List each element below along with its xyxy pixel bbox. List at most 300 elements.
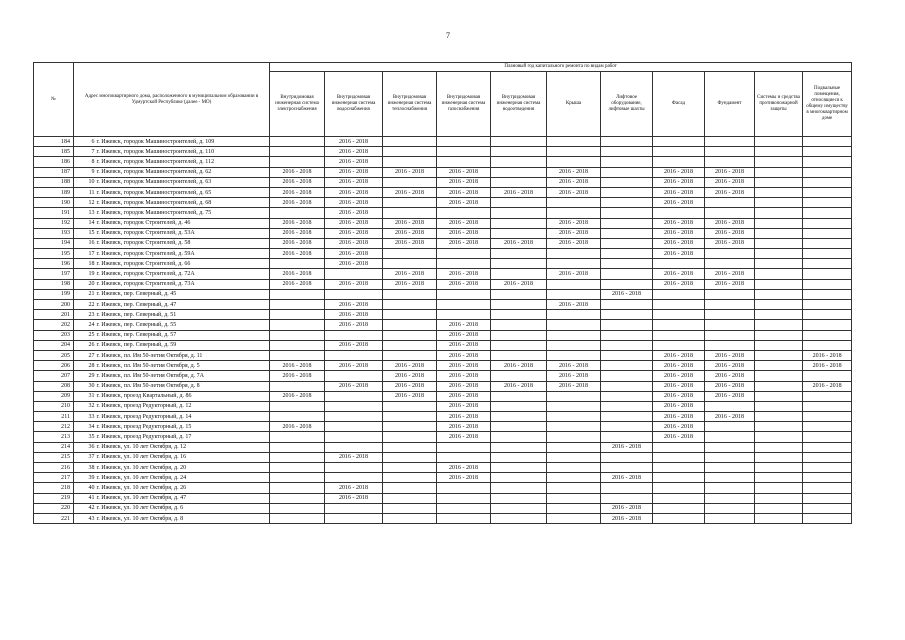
plan-year-cell xyxy=(491,289,547,299)
plan-year-cell: 2016 - 2018 xyxy=(653,249,705,259)
plan-year-cell: 2016 - 2018 xyxy=(437,330,491,340)
table-row xyxy=(34,208,852,218)
address-column-header: Адрес многоквартирного дома, расположенного в муниципальном образовании в Удмуртской Республике (далее - МО) xyxy=(74,63,270,137)
plan-year-cell xyxy=(601,177,653,187)
plan-year-cell: 2016 - 2018 xyxy=(437,218,491,228)
plan-year-cell: 2016 - 2018 xyxy=(325,198,383,208)
plan-year-cell: 2016 - 2018 xyxy=(325,157,383,167)
work-type-column-header: Системы и средства противопожарной защиты xyxy=(755,72,803,137)
plan-year-cell: 2016 - 2018 xyxy=(437,177,491,187)
plan-year-cell xyxy=(803,249,852,259)
plan-year-cell xyxy=(491,340,547,350)
row-number: 192 xyxy=(34,218,74,228)
plan-year-cell xyxy=(755,310,803,320)
plan-year-cell: 2016 - 2018 xyxy=(437,412,491,422)
row-address: г. Ижевск, пл. Им 50-летия Октября, д. 7А xyxy=(96,371,270,381)
plan-year-cell: 2016 - 2018 xyxy=(437,371,491,381)
row-address: г. Ижевск, городок Строителей, д. 66 xyxy=(96,259,270,269)
plan-year-cell: 2016 - 2018 xyxy=(491,361,547,371)
row-number: 187 xyxy=(34,167,74,177)
plan-year-cell xyxy=(491,320,547,330)
plan-year-cell: 2016 - 2018 xyxy=(601,289,653,299)
plan-year-cell xyxy=(270,442,325,452)
plan-year-cell: 2016 - 2018 xyxy=(705,361,755,371)
plan-year-cell xyxy=(601,391,653,401)
plan-year-cell xyxy=(491,463,547,473)
plan-year-cell: 2016 - 2018 xyxy=(437,401,491,411)
plan-year-header: Плановый год капитального ремонта по видам работ xyxy=(270,63,852,72)
plan-year-cell: 2016 - 2018 xyxy=(437,198,491,208)
plan-year-cell xyxy=(270,432,325,442)
table-row xyxy=(34,249,852,259)
plan-year-cell xyxy=(547,513,601,523)
row-number: 202 xyxy=(34,320,74,330)
plan-year-cell: 2016 - 2018 xyxy=(653,412,705,422)
row-number: 186 xyxy=(34,157,74,167)
row-sub-number: 8 xyxy=(74,157,96,167)
work-type-column-header: Лифтовое оборудование, лифтовые шахты xyxy=(601,72,653,137)
plan-year-cell xyxy=(755,177,803,187)
plan-year-cell xyxy=(601,412,653,422)
plan-year-cell: 2016 - 2018 xyxy=(547,381,601,391)
plan-year-cell xyxy=(437,259,491,269)
plan-year-cell xyxy=(325,513,383,523)
row-number: 208 xyxy=(34,381,74,391)
plan-year-cell: 2016 - 2018 xyxy=(705,371,755,381)
plan-year-cell xyxy=(325,330,383,340)
row-address: г. Ижевск, городок Строителей, д. 58 xyxy=(96,238,270,248)
plan-year-cell xyxy=(601,269,653,279)
plan-year-cell xyxy=(653,147,705,157)
plan-year-cell xyxy=(491,137,547,147)
plan-year-cell xyxy=(437,157,491,167)
table-row xyxy=(34,463,852,473)
plan-year-cell xyxy=(491,300,547,310)
plan-year-cell xyxy=(601,320,653,330)
plan-year-cell xyxy=(547,157,601,167)
plan-year-cell xyxy=(601,330,653,340)
plan-year-cell xyxy=(803,483,852,493)
plan-year-cell xyxy=(491,167,547,177)
table-row xyxy=(34,157,852,167)
row-sub-number: 7 xyxy=(74,147,96,157)
plan-year-cell: 2016 - 2018 xyxy=(705,412,755,422)
row-address: г. Ижевск, городок Машиностроителей, д. 62 xyxy=(96,167,270,177)
row-sub-number: 18 xyxy=(74,259,96,269)
plan-year-cell: 2016 - 2018 xyxy=(270,269,325,279)
plan-year-cell xyxy=(653,137,705,147)
row-sub-number: 31 xyxy=(74,391,96,401)
table-row xyxy=(34,279,852,289)
plan-year-cell xyxy=(383,412,437,422)
plan-year-cell: 2016 - 2018 xyxy=(383,167,437,177)
plan-year-cell: 2016 - 2018 xyxy=(437,269,491,279)
plan-year-cell: 2016 - 2018 xyxy=(803,381,852,391)
plan-year-cell: 2016 - 2018 xyxy=(653,177,705,187)
plan-year-cell xyxy=(803,137,852,147)
plan-year-cell: 2016 - 2018 xyxy=(653,371,705,381)
plan-year-cell xyxy=(653,493,705,503)
plan-year-cell xyxy=(755,391,803,401)
plan-year-cell xyxy=(653,483,705,493)
plan-year-cell xyxy=(653,320,705,330)
plan-year-cell: 2016 - 2018 xyxy=(270,422,325,432)
plan-year-cell xyxy=(491,371,547,381)
plan-year-cell: 2016 - 2018 xyxy=(547,361,601,371)
plan-year-cell: 2016 - 2018 xyxy=(437,422,491,432)
row-number: 197 xyxy=(34,269,74,279)
plan-year-cell xyxy=(803,147,852,157)
plan-year-cell xyxy=(491,198,547,208)
plan-year-cell xyxy=(325,401,383,411)
plan-year-cell xyxy=(755,279,803,289)
plan-year-cell xyxy=(437,452,491,462)
table-row xyxy=(34,137,852,147)
plan-year-cell xyxy=(601,279,653,289)
table-row xyxy=(34,310,852,320)
plan-year-cell xyxy=(755,503,803,513)
plan-year-cell xyxy=(383,320,437,330)
plan-year-cell xyxy=(491,401,547,411)
plan-year-cell xyxy=(803,259,852,269)
plan-year-cell: 2016 - 2018 xyxy=(437,238,491,248)
plan-year-cell xyxy=(383,147,437,157)
table-row xyxy=(34,422,852,432)
row-sub-number: 27 xyxy=(74,350,96,360)
plan-year-cell: 2016 - 2018 xyxy=(325,493,383,503)
row-sub-number: 6 xyxy=(74,137,96,147)
plan-year-cell xyxy=(803,493,852,503)
row-address: г. Ижевск, пер. Северный, д. 51 xyxy=(96,310,270,320)
plan-year-cell xyxy=(601,228,653,238)
table-row xyxy=(34,340,852,350)
plan-year-cell: 2016 - 2018 xyxy=(437,187,491,197)
plan-year-cell xyxy=(653,463,705,473)
plan-year-cell xyxy=(325,412,383,422)
plan-year-cell xyxy=(803,198,852,208)
plan-year-cell xyxy=(601,147,653,157)
plan-year-cell: 2016 - 2018 xyxy=(653,198,705,208)
row-sub-number: 23 xyxy=(74,310,96,320)
plan-year-cell xyxy=(803,371,852,381)
plan-year-cell xyxy=(547,320,601,330)
plan-year-cell xyxy=(705,249,755,259)
plan-year-cell xyxy=(755,452,803,462)
number-column-header: № xyxy=(34,63,74,137)
row-address: г. Ижевск, ул. 10 лет Октября, д. 8 xyxy=(96,513,270,523)
plan-year-cell xyxy=(705,208,755,218)
row-number: 199 xyxy=(34,289,74,299)
plan-year-cell xyxy=(803,187,852,197)
plan-year-cell xyxy=(705,340,755,350)
row-address: г. Ижевск, пер. Северный, д. 55 xyxy=(96,320,270,330)
plan-year-cell: 2016 - 2018 xyxy=(653,422,705,432)
plan-year-cell xyxy=(803,422,852,432)
table-row xyxy=(34,503,852,513)
plan-year-cell xyxy=(803,300,852,310)
plan-year-cell: 2016 - 2018 xyxy=(325,208,383,218)
plan-year-cell xyxy=(270,320,325,330)
table-row xyxy=(34,452,852,462)
plan-year-cell xyxy=(601,249,653,259)
row-sub-number: 17 xyxy=(74,249,96,259)
plan-year-cell: 2016 - 2018 xyxy=(325,452,383,462)
table-row xyxy=(34,513,852,523)
row-sub-number: 26 xyxy=(74,340,96,350)
plan-year-cell xyxy=(383,310,437,320)
row-sub-number: 28 xyxy=(74,361,96,371)
row-sub-number: 11 xyxy=(74,187,96,197)
table-row xyxy=(34,289,852,299)
row-sub-number: 19 xyxy=(74,269,96,279)
row-number: 217 xyxy=(34,473,74,483)
plan-year-cell xyxy=(547,310,601,320)
plan-year-cell: 2016 - 2018 xyxy=(383,381,437,391)
row-address: г. Ижевск, пер. Северный, д. 59 xyxy=(96,340,270,350)
plan-year-cell xyxy=(755,300,803,310)
plan-year-cell: 2016 - 2018 xyxy=(547,371,601,381)
table-row xyxy=(34,442,852,452)
plan-year-cell xyxy=(325,289,383,299)
plan-year-cell xyxy=(601,300,653,310)
row-address: г. Ижевск, ул. 10 лет Октября, д. 16 xyxy=(96,452,270,462)
table-row xyxy=(34,401,852,411)
row-sub-number: 22 xyxy=(74,300,96,310)
plan-year-cell xyxy=(547,137,601,147)
plan-year-cell xyxy=(803,513,852,523)
table-row xyxy=(34,493,852,503)
plan-year-cell xyxy=(803,289,852,299)
plan-year-cell xyxy=(437,310,491,320)
plan-year-cell xyxy=(803,320,852,330)
row-address: г. Ижевск, пер. Северный, д. 47 xyxy=(96,300,270,310)
plan-year-cell xyxy=(755,330,803,340)
plan-year-cell xyxy=(755,422,803,432)
plan-year-cell xyxy=(270,463,325,473)
plan-year-cell xyxy=(705,330,755,340)
row-address: г. Ижевск, пл. Им 50-летия Октября, д. 8 xyxy=(96,381,270,391)
plan-year-cell xyxy=(705,452,755,462)
plan-year-cell: 2016 - 2018 xyxy=(270,238,325,248)
row-sub-number: 24 xyxy=(74,320,96,330)
plan-year-cell xyxy=(325,391,383,401)
plan-year-cell xyxy=(547,259,601,269)
plan-year-cell xyxy=(755,493,803,503)
plan-year-cell: 2016 - 2018 xyxy=(383,238,437,248)
plan-year-cell: 2016 - 2018 xyxy=(437,279,491,289)
plan-year-cell xyxy=(705,503,755,513)
row-address: г. Ижевск, проезд Редукторный, д. 14 xyxy=(96,412,270,422)
plan-year-cell xyxy=(803,269,852,279)
plan-year-cell xyxy=(491,513,547,523)
plan-year-cell xyxy=(270,310,325,320)
plan-year-cell xyxy=(491,259,547,269)
plan-year-cell xyxy=(755,340,803,350)
row-number: 212 xyxy=(34,422,74,432)
plan-year-cell: 2016 - 2018 xyxy=(325,259,383,269)
row-number: 209 xyxy=(34,391,74,401)
row-number: 200 xyxy=(34,300,74,310)
plan-year-cell xyxy=(601,310,653,320)
plan-year-cell xyxy=(547,289,601,299)
plan-year-cell: 2016 - 2018 xyxy=(705,279,755,289)
row-address: г. Ижевск, ул. 10 лет Октября, д. 12 xyxy=(96,442,270,452)
plan-year-cell xyxy=(491,228,547,238)
plan-year-cell xyxy=(705,473,755,483)
row-number: 194 xyxy=(34,238,74,248)
table-row xyxy=(34,320,852,330)
plan-year-cell: 2016 - 2018 xyxy=(437,381,491,391)
plan-year-cell: 2016 - 2018 xyxy=(491,238,547,248)
plan-year-cell xyxy=(383,513,437,523)
plan-year-cell: 2016 - 2018 xyxy=(325,310,383,320)
row-address: г. Ижевск, городок Строителей, д. 53А xyxy=(96,228,270,238)
plan-year-cell: 2016 - 2018 xyxy=(547,300,601,310)
row-sub-number: 35 xyxy=(74,432,96,442)
row-address: г. Ижевск, городок Машиностроителей, д. 63 xyxy=(96,177,270,187)
plan-year-cell xyxy=(383,483,437,493)
plan-year-cell xyxy=(803,503,852,513)
plan-year-cell xyxy=(491,432,547,442)
row-number: 215 xyxy=(34,452,74,462)
plan-year-cell xyxy=(270,259,325,269)
work-type-column-header: Фундамент xyxy=(705,72,755,137)
plan-year-cell: 2016 - 2018 xyxy=(653,167,705,177)
work-type-column-header: Внутридомовая инженерная система водоснабжения xyxy=(325,72,383,137)
row-number: 189 xyxy=(34,187,74,197)
plan-year-cell: 2016 - 2018 xyxy=(325,137,383,147)
table-row xyxy=(34,300,852,310)
row-number: 193 xyxy=(34,228,74,238)
plan-year-cell xyxy=(601,371,653,381)
plan-year-cell xyxy=(437,503,491,513)
row-sub-number: 43 xyxy=(74,513,96,523)
plan-year-cell: 2016 - 2018 xyxy=(270,218,325,228)
plan-year-cell xyxy=(755,483,803,493)
plan-year-cell: 2016 - 2018 xyxy=(437,391,491,401)
row-address: г. Ижевск, городок Машиностроителей, д. 109 xyxy=(96,137,270,147)
row-address: г. Ижевск, городок Машиностроителей, д. 68 xyxy=(96,198,270,208)
plan-year-cell: 2016 - 2018 xyxy=(383,279,437,289)
plan-year-cell xyxy=(547,208,601,218)
plan-year-cell: 2016 - 2018 xyxy=(803,350,852,360)
plan-year-cell xyxy=(383,289,437,299)
plan-year-cell xyxy=(270,513,325,523)
plan-year-cell: 2016 - 2018 xyxy=(325,340,383,350)
plan-year-cell xyxy=(601,198,653,208)
plan-year-cell xyxy=(437,147,491,157)
plan-year-cell xyxy=(601,493,653,503)
plan-year-cell: 2016 - 2018 xyxy=(705,350,755,360)
plan-year-cell: 2016 - 2018 xyxy=(653,238,705,248)
plan-year-cell xyxy=(653,513,705,523)
plan-year-cell xyxy=(437,249,491,259)
row-sub-number: 21 xyxy=(74,289,96,299)
plan-year-cell: 2016 - 2018 xyxy=(325,381,383,391)
plan-year-cell: 2016 - 2018 xyxy=(705,167,755,177)
plan-year-cell: 2016 - 2018 xyxy=(325,238,383,248)
plan-year-cell: 2016 - 2018 xyxy=(325,320,383,330)
row-address: г. Ижевск, городок Строителей, д. 46 xyxy=(96,218,270,228)
plan-year-cell xyxy=(653,330,705,340)
row-address: г. Ижевск, ул. 10 лет Октября, д. 6 xyxy=(96,503,270,513)
row-sub-number: 30 xyxy=(74,381,96,391)
plan-year-cell xyxy=(270,340,325,350)
row-number: 203 xyxy=(34,330,74,340)
plan-year-cell xyxy=(755,249,803,259)
row-address: г. Ижевск, пл. Им 50-летия Октября, д. 5 xyxy=(96,361,270,371)
plan-year-cell xyxy=(437,513,491,523)
row-sub-number: 25 xyxy=(74,330,96,340)
plan-year-cell xyxy=(383,249,437,259)
plan-year-cell xyxy=(547,452,601,462)
row-number: 185 xyxy=(34,147,74,157)
plan-year-cell xyxy=(491,310,547,320)
plan-year-cell xyxy=(705,310,755,320)
plan-year-cell xyxy=(803,177,852,187)
plan-year-cell xyxy=(601,187,653,197)
plan-year-cell: 2016 - 2018 xyxy=(270,198,325,208)
row-address: г. Ижевск, ул. 10 лет Октября, д. 47 xyxy=(96,493,270,503)
plan-year-cell: 2016 - 2018 xyxy=(383,269,437,279)
plan-year-cell xyxy=(601,381,653,391)
plan-year-cell: 2016 - 2018 xyxy=(270,391,325,401)
table-row xyxy=(34,259,852,269)
plan-year-cell xyxy=(491,442,547,452)
row-number: 190 xyxy=(34,198,74,208)
plan-year-cell xyxy=(325,269,383,279)
plan-year-cell xyxy=(270,503,325,513)
plan-year-cell xyxy=(755,361,803,371)
plan-year-cell: 2016 - 2018 xyxy=(325,279,383,289)
row-sub-number: 13 xyxy=(74,208,96,218)
row-sub-number: 10 xyxy=(74,177,96,187)
plan-year-cell xyxy=(755,371,803,381)
table-row xyxy=(34,371,852,381)
plan-year-cell xyxy=(383,422,437,432)
plan-year-cell: 2016 - 2018 xyxy=(653,391,705,401)
plan-year-cell xyxy=(547,401,601,411)
plan-year-cell: 2016 - 2018 xyxy=(383,371,437,381)
plan-year-cell xyxy=(755,187,803,197)
plan-year-cell xyxy=(653,310,705,320)
plan-year-cell xyxy=(653,157,705,167)
row-sub-number: 32 xyxy=(74,401,96,411)
plan-year-cell xyxy=(705,300,755,310)
plan-year-cell xyxy=(437,493,491,503)
plan-year-cell: 2016 - 2018 xyxy=(803,361,852,371)
plan-year-cell: 2016 - 2018 xyxy=(705,228,755,238)
row-number: 214 xyxy=(34,442,74,452)
plan-year-cell xyxy=(601,463,653,473)
plan-year-cell xyxy=(547,493,601,503)
plan-year-cell xyxy=(601,259,653,269)
plan-year-cell xyxy=(653,340,705,350)
plan-year-cell xyxy=(653,289,705,299)
row-sub-number: 40 xyxy=(74,483,96,493)
plan-year-cell xyxy=(803,228,852,238)
plan-year-cell xyxy=(491,503,547,513)
plan-year-cell: 2016 - 2018 xyxy=(705,238,755,248)
plan-year-cell: 2016 - 2018 xyxy=(653,228,705,238)
plan-year-cell xyxy=(803,412,852,422)
table-row xyxy=(34,473,852,483)
row-sub-number: 37 xyxy=(74,452,96,462)
plan-year-cell xyxy=(270,381,325,391)
plan-year-cell: 2016 - 2018 xyxy=(601,442,653,452)
row-number: 205 xyxy=(34,350,74,360)
plan-year-cell: 2016 - 2018 xyxy=(653,361,705,371)
